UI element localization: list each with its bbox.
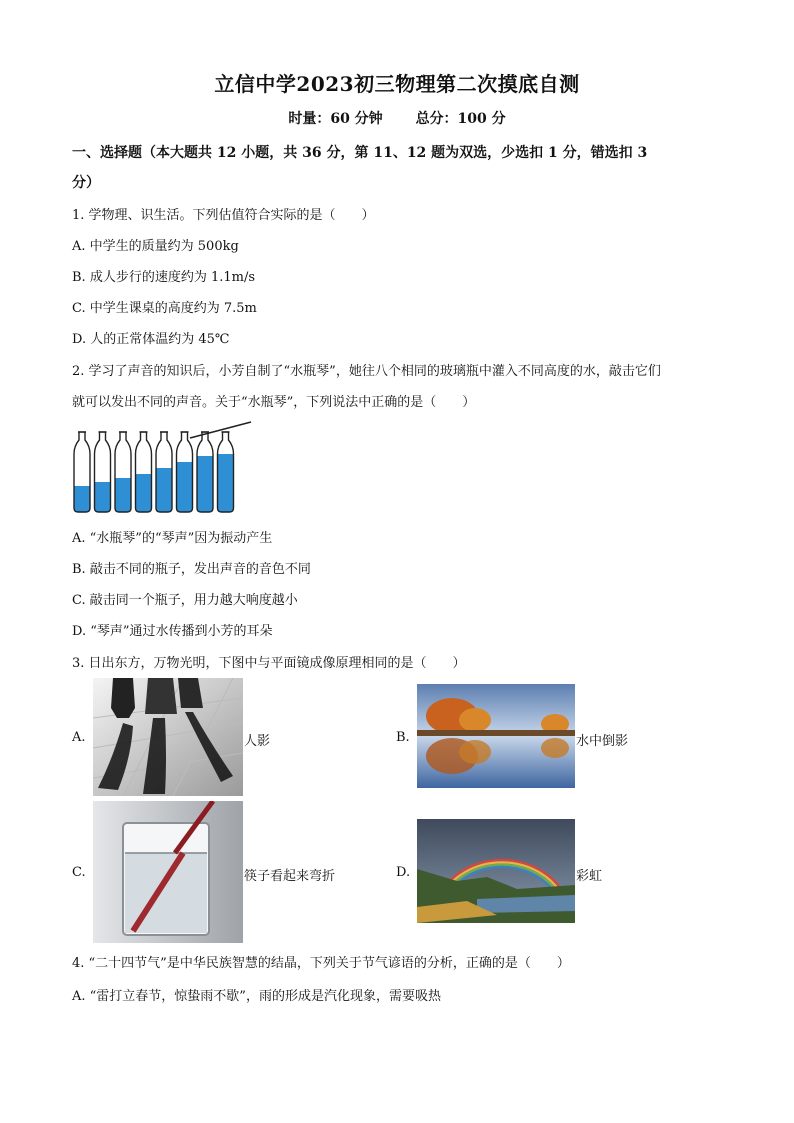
question-2-stem: 2. 学习了声音的知识后，小芳自制了“水瓶琴”，她往八个相同的玻璃瓶中灌入不同高度的水，敲击它们 xyxy=(72,364,661,379)
q2-option-a: A. “水瓶琴”的“琴声”因为振动产生 xyxy=(72,531,273,546)
q3-option-c-caption: 筷子看起来弯折 xyxy=(244,869,336,884)
rainbow-photo xyxy=(417,819,575,923)
bottle-water xyxy=(156,468,172,512)
q3-option-b-letter: B. xyxy=(396,730,410,745)
q4-option-a: A. “雷打立春节，惊蛰雨不歇”，雨的形成是汽化现象，需要吸热 xyxy=(72,989,441,1004)
page-title: 立信中学2023初三物理第二次摸底自测 xyxy=(214,72,580,96)
bottle-water xyxy=(95,482,111,512)
shadow-photo xyxy=(93,678,243,796)
bottle xyxy=(218,432,234,512)
bottle xyxy=(74,432,90,512)
bottle-water xyxy=(177,462,193,512)
question-4-stem: 4. “二十四节气”是中华民族智慧的结晶，下列关于节气谚语的分析，正确的是（ ） xyxy=(72,956,570,971)
question-1-stem: 1. 学物理、识生活。下列估值符合实际的是（ ） xyxy=(72,208,375,223)
q3-option-a-letter: A. xyxy=(72,730,86,745)
section-heading: 一、选择题（本大题共 12 小题，共 36 分，第 11、12 题为双选，少选扣 1 分，错选扣 3 xyxy=(72,145,648,161)
bottle xyxy=(156,432,172,512)
bottle xyxy=(136,432,152,512)
bottle-water xyxy=(218,450,234,512)
q1-option-c: C. 中学生课桌的高度约为 7.5m xyxy=(72,301,257,316)
q3-option-a-caption: 人影 xyxy=(244,734,271,749)
bottle xyxy=(197,432,213,512)
question-2-stem-cont: 就可以发出不同的声音。关于“水瓶琴”，下列说法中正确的是（ ） xyxy=(72,395,476,410)
bent-chopstick-photo xyxy=(93,801,243,943)
q2-option-c: C. 敲击同一个瓶子，用力越大响度越小 xyxy=(72,593,298,608)
total-score: 总分：100 分 xyxy=(415,111,506,127)
bottle xyxy=(177,432,193,512)
reflection-photo xyxy=(417,684,575,788)
bottle-water xyxy=(197,456,213,512)
q1-option-b: B. 成人步行的速度约为 1.1m/s xyxy=(72,270,256,285)
bottle xyxy=(115,432,131,512)
q2-option-b: B. 敲击不同的瓶子，发出声音的音色不同 xyxy=(72,562,311,577)
bottle-water xyxy=(74,486,90,512)
q3-option-b-caption: 水中倒影 xyxy=(576,734,629,749)
water-bottle-xylophone-figure xyxy=(68,418,268,514)
bottle-water xyxy=(115,478,131,512)
bottle xyxy=(95,432,111,512)
question-3-stem: 3. 日出东方，万物光明，下图中与平面镜成像原理相同的是（ ） xyxy=(72,656,466,671)
q3-option-c-letter: C. xyxy=(72,865,86,880)
exam-info xyxy=(0,108,794,128)
section-heading-cont: 分） xyxy=(72,175,100,191)
q3-option-d-letter: D. xyxy=(396,865,411,880)
time-limit: 时量：60 分钟 xyxy=(288,111,383,127)
q2-option-d: D. “琴声”通过水传播到小芳的耳朵 xyxy=(72,624,273,639)
bottle-water xyxy=(136,474,152,512)
q1-option-a: A. 中学生的质量约为 500kg xyxy=(72,239,239,254)
striking-stick xyxy=(190,422,251,438)
q3-option-d-caption: 彩虹 xyxy=(576,869,603,884)
q1-option-d: D. 人的正常体温约为 45℃ xyxy=(72,332,230,347)
